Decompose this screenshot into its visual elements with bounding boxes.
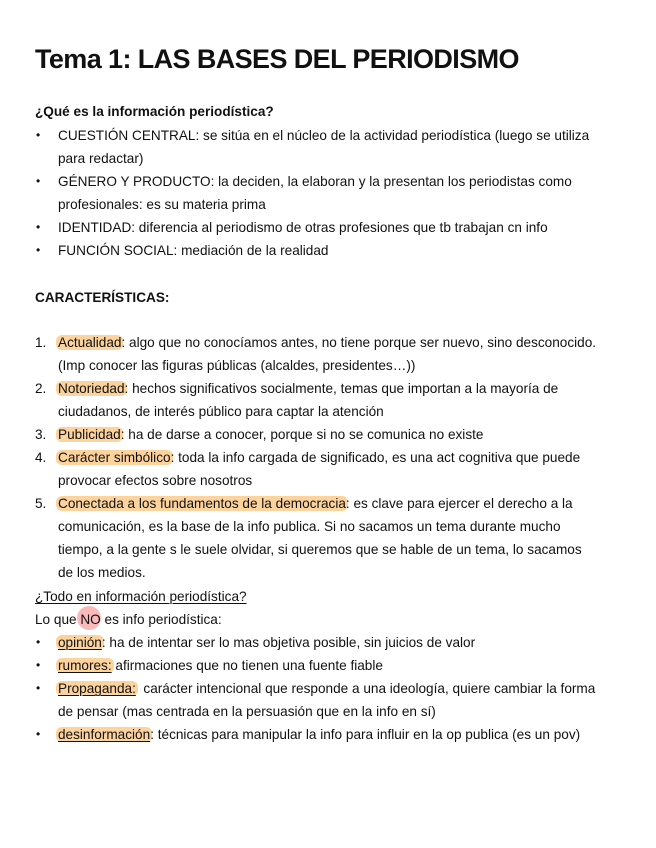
list-item-actualidad-cont: (Imp conocer las figuras públicas (alcaldes, presidentes…)): [58, 358, 416, 373]
list-item-democracia-cont3: de los medios.: [58, 565, 146, 580]
list-item-democracia-cont2: tiempo, a la gente s le suele olvidar, si queremos que se hable de un tema, lo sacamos: [58, 542, 582, 557]
section-intro: Lo que NO es info periodística:: [35, 612, 222, 627]
list-item-notoriedad-cont: ciudadanos, de interés público para captar la atención: [58, 404, 384, 419]
list-item-cuestion-central-cont: para redactar): [58, 151, 144, 166]
list-item-propaganda-cont: de pensar (mas centrada en la persuasión que en la info en sí): [58, 704, 436, 719]
highlight-term: desinformación: [58, 727, 151, 742]
bullet-icon: •: [36, 635, 41, 649]
list-item-notoriedad: Notoriedad: hechos significativos socialmente, temas que importan a la mayoría de: [58, 381, 559, 396]
item-number: 5.: [35, 496, 47, 511]
bullet-icon: •: [36, 128, 41, 142]
bullet-icon: •: [36, 243, 41, 257]
list-item-publicidad: Publicidad: ha de darse a conocer, porque si no se comunica no existe: [58, 427, 484, 442]
list-item-identidad: IDENTIDAD: diferencia al periodismo de otras profesiones que tb trabajan cn info: [58, 220, 548, 235]
list-item-caracter-simbolico: Carácter simbólico: toda la info cargada de significado, es una act cognitiva que puede: [58, 450, 581, 465]
highlight-term: Carácter simbólico: [58, 450, 171, 465]
circled-word: NO: [80, 612, 101, 627]
list-item-genero-producto-cont: profesionales: es su materia prima: [58, 197, 266, 212]
section-heading-caracteristicas: CARACTERÍSTICAS:: [35, 290, 170, 305]
highlight-term: Actualidad: [58, 335, 122, 350]
highlight-term: rumores:: [58, 658, 112, 673]
list-item-funcion-social: FUNCIÓN SOCIAL: mediación de la realidad: [58, 243, 329, 258]
bullet-icon: •: [36, 727, 41, 741]
list-item-desinformacion: desinformación: técnicas para manipular la info para influir en la op publica (es un pov): [58, 727, 581, 742]
list-item-actualidad: Actualidad: algo que no conocíamos antes, no tiene porque ser nuevo, sino desconocido.: [58, 335, 597, 350]
list-item-rumores: rumores: afirmaciones que no tienen una fuente fiable: [58, 658, 383, 673]
list-item-propaganda: Propaganda: carácter intencional que responde a una ideología, quiere cambiar la forma: [58, 681, 596, 696]
highlight-term: Notoriedad: [58, 381, 125, 396]
highlight-term: Conectada a los fundamentos de la democracia: [58, 496, 346, 511]
list-item-caracter-simbolico-cont: provocar efectos sobre nosotros: [58, 473, 253, 488]
item-number: 2.: [35, 381, 47, 396]
list-item-democracia-cont1: comunicación, es la base de la info publica. Si no sacamos un tema durante mucho: [58, 519, 561, 534]
page-title: Tema 1: LAS BASES DEL PERIODISMO: [35, 44, 519, 74]
bullet-icon: •: [36, 174, 41, 188]
section-question: ¿Todo en información periodística?: [35, 589, 247, 604]
item-number: 1.: [35, 335, 47, 350]
bullet-icon: •: [36, 658, 41, 672]
bullet-icon: •: [36, 220, 41, 234]
item-number: 4.: [35, 450, 47, 465]
highlight-term: Propaganda:: [58, 681, 136, 696]
section-heading-que-es: ¿Qué es la información periodística?: [35, 104, 274, 119]
item-number: 3.: [35, 427, 47, 442]
list-item-cuestion-central: CUESTIÓN CENTRAL: se sitúa en el núcleo de la actividad periodística (luego se utiliza: [58, 128, 590, 143]
list-item-democracia: Conectada a los fundamentos de la democracia: es clave para ejercer el derecho a la: [58, 496, 573, 511]
highlight-term: opinión: [58, 635, 102, 650]
bullet-icon: •: [36, 681, 41, 695]
list-item-opinion: opinión: ha de intentar ser lo mas objetiva posible, sin juicios de valor: [58, 635, 476, 650]
list-item-genero-producto: GÉNERO Y PRODUCTO: la deciden, la elaboran y la presentan los periodistas como: [58, 174, 572, 189]
highlight-term: Publicidad: [58, 427, 121, 442]
